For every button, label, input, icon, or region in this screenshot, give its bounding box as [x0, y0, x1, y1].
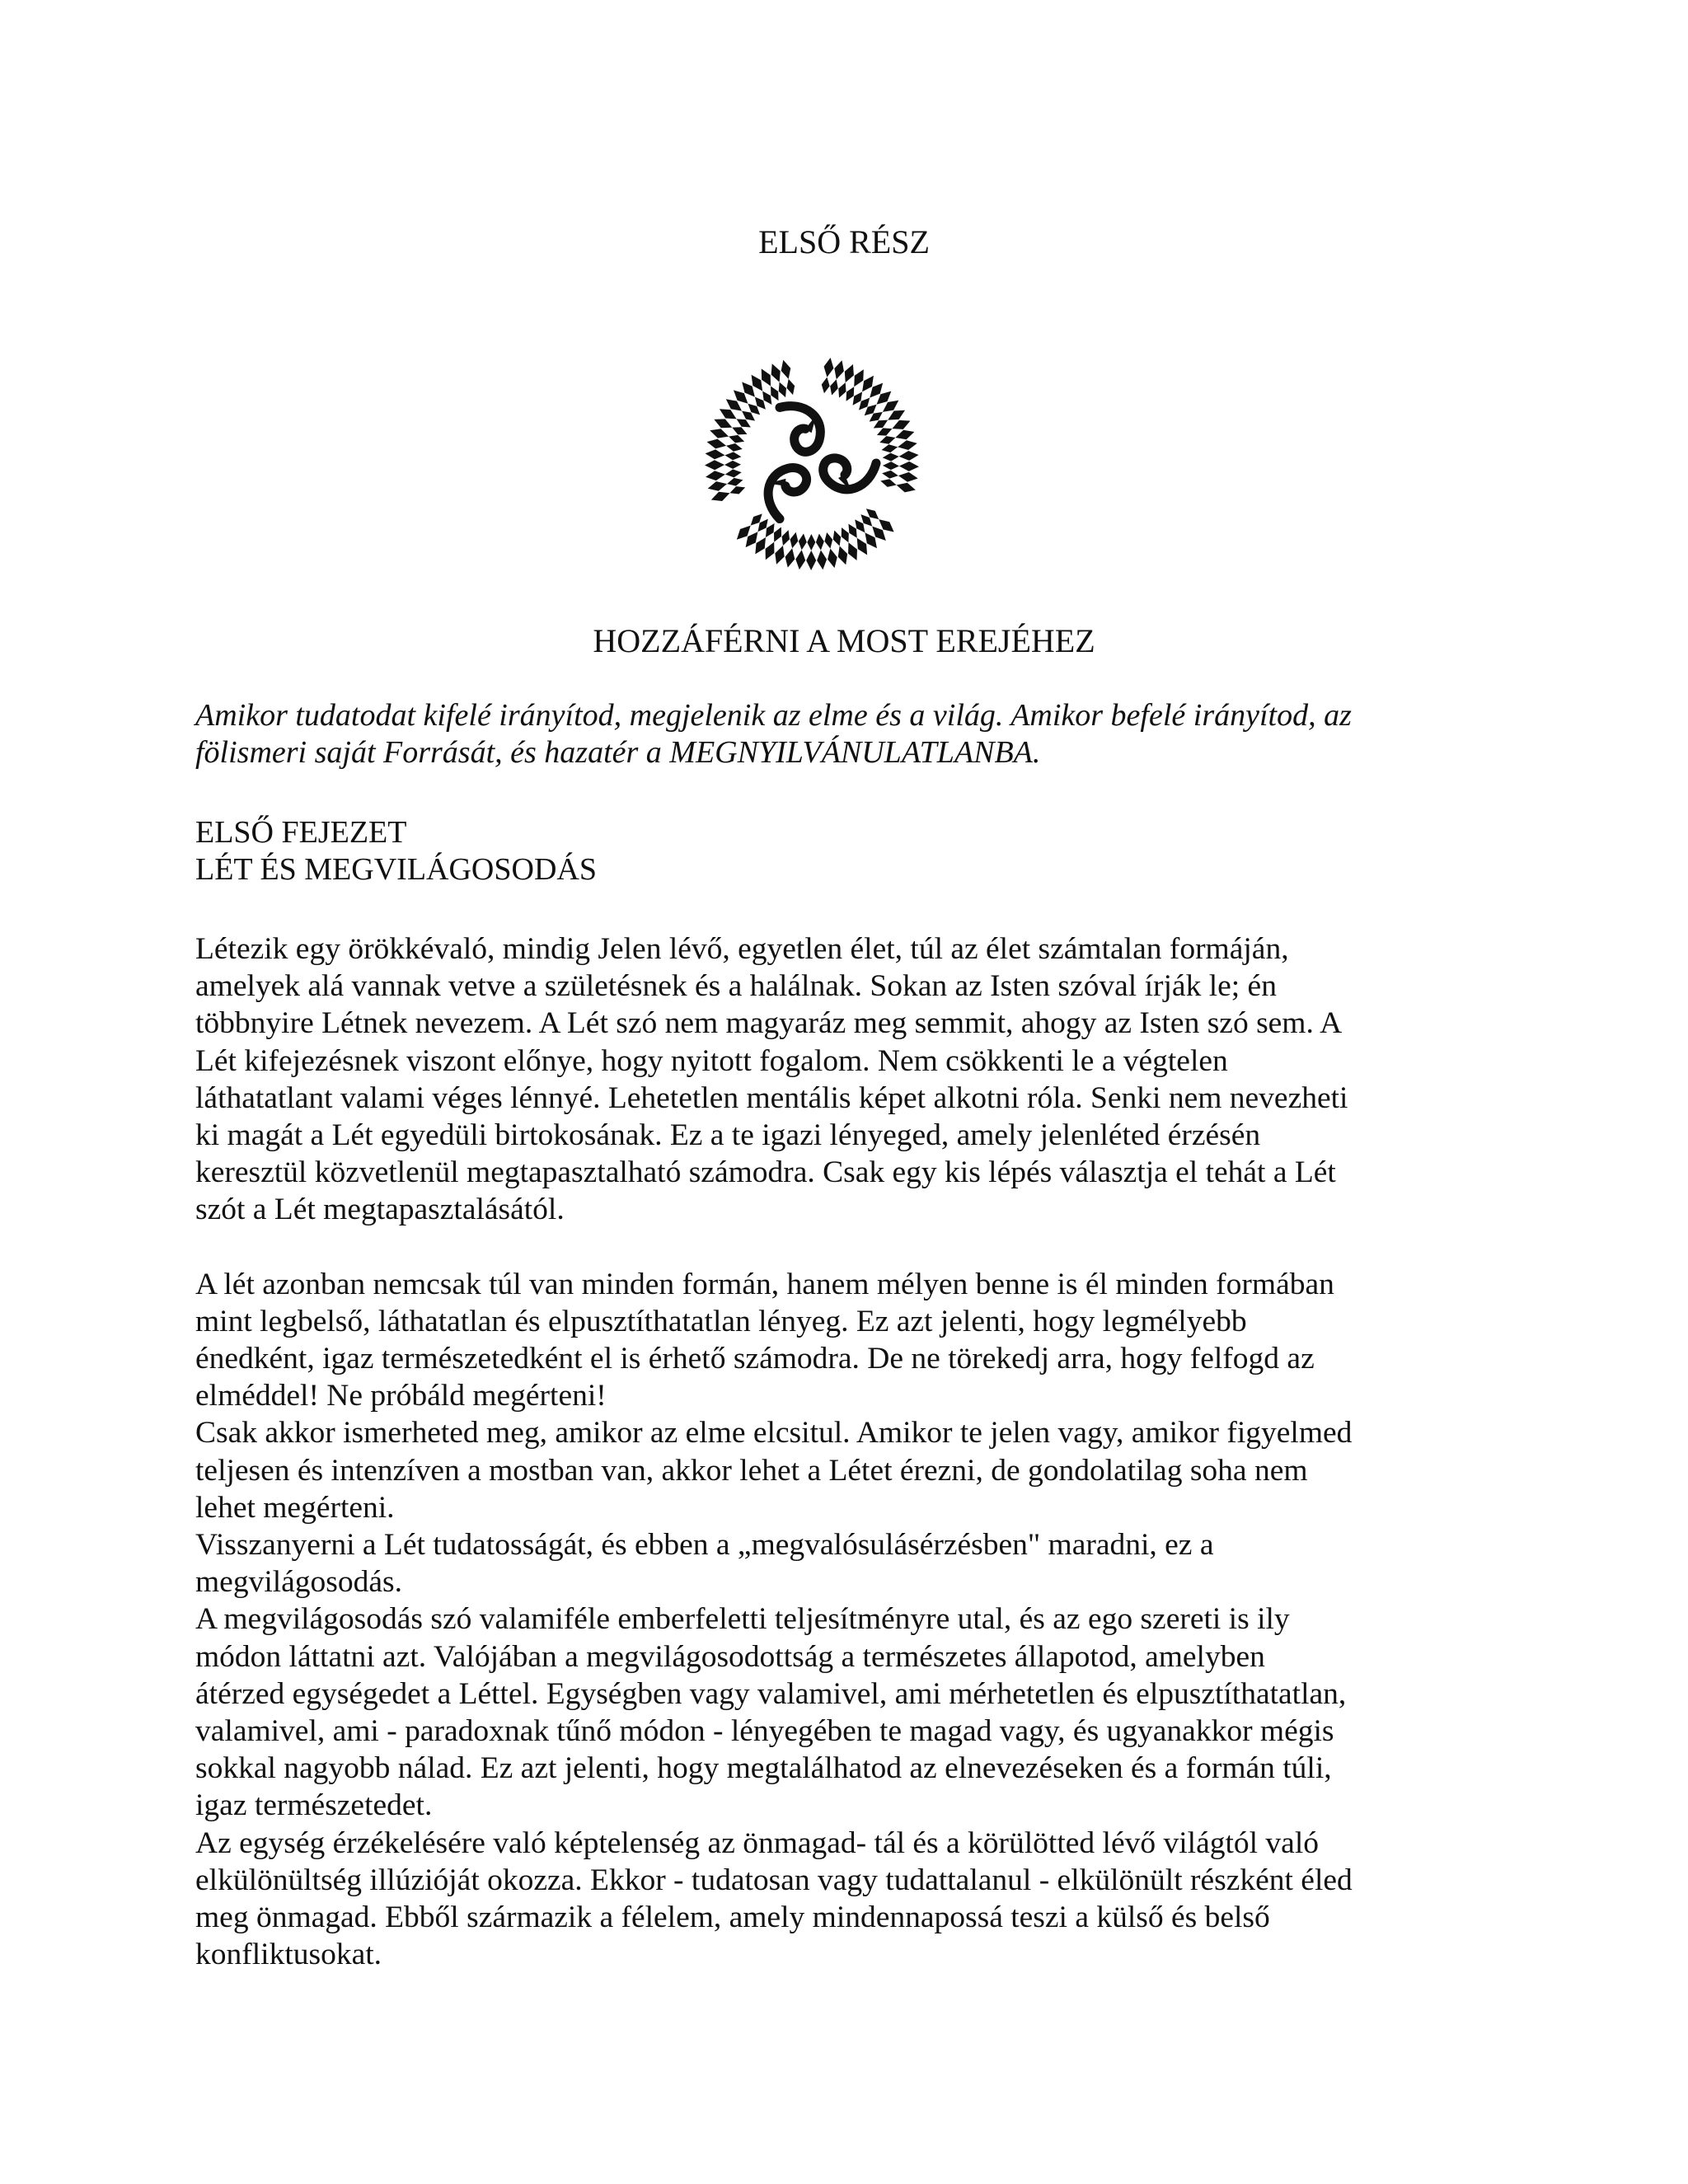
- paragraph-line: meg önmagad. Ebből származik a félelem, amely mindennapossá teszi a külső és belső: [195, 1900, 1270, 1935]
- chapter-title: LÉT ÉS MEGVILÁGOSODÁS: [195, 852, 597, 887]
- chapter-number: ELSŐ FEJEZET: [195, 815, 407, 850]
- paragraph-line: sokkal nagyobb nálad. Ez azt jelenti, hogy megtalálhatod az elnevezéseken és a formán túli,: [195, 1751, 1332, 1786]
- chapter-body: [195, 930, 1481, 1973]
- motto-epigraph: [195, 697, 1481, 771]
- paragraph-line: elméddel! Ne próbáld megérteni!: [195, 1379, 607, 1413]
- paragraph-line: Csak akkor ismerheted meg, amikor az elme elcsitul. Amikor te jelen vagy, amikor figyelmed: [195, 1416, 1353, 1451]
- paragraph-line: igaz természetedet.: [195, 1788, 433, 1823]
- paragraph-line: Lét kifejezésnek viszont előnye, hogy nyitott fogalom. Nem csökkenti le a végtelen: [195, 1043, 1228, 1078]
- paragraph-line: amelyek alá vannak vetve a születésnek és a halálnak. Sokan az Isten szóval írják le; én: [195, 969, 1277, 1004]
- paragraph-line: énedként, igaz természetedként el is érhető számodra. De ne törekedj arra, hogy felfogd az: [195, 1342, 1315, 1376]
- motto-line: fölismeri saját Forrását, és hazatér a MEGNYILVÁNULATLANBA.: [195, 735, 1041, 770]
- body-paragraph: [195, 1601, 1481, 1824]
- three-cranes-emblem-icon: [695, 353, 929, 574]
- body-paragraph: [195, 1266, 1481, 1415]
- paragraph-line: elkülönültség illúzióját okozza. Ekkor - tudatosan vagy tudattalanul - elkülönült részként éled: [195, 1863, 1353, 1897]
- paragraph-line: teljesen és intenzíven a mostban van, akkor lehet a Létet érezni, de gondolatilag soha nem: [195, 1453, 1308, 1488]
- body-paragraph: [195, 930, 1481, 1229]
- body-paragraph: [195, 1526, 1481, 1601]
- paragraph-line: láthatatlant valami véges lénnyé. Lehetetlen mentális képet alkotni róla. Senki nem nevezheti: [195, 1080, 1348, 1115]
- paragraph-line: keresztül közvetlenül megtapasztalható számodra. Csak egy kis lépés választja el tehát a Lét: [195, 1155, 1336, 1190]
- paragraph-line: megvilágosodás.: [195, 1565, 403, 1600]
- paragraph-line: mint legbelső, láthatatlan és elpusztíthatatlan lényeg. Ez azt jelenti, hogy legmélyebb: [195, 1304, 1247, 1338]
- paragraph-line: ki magát a Lét egyedüli birtokosának. Ez a te igazi lényeged, amely jelenléted érzésén: [195, 1118, 1261, 1153]
- body-paragraph: [195, 1414, 1481, 1526]
- paragraph-line: konfliktusokat.: [195, 1938, 382, 1972]
- paragraph-line: szót a Lét megtapasztalásától.: [195, 1193, 565, 1227]
- paragraph-line: módon láttatni azt. Valójában a megvilágosodottság a természetes állapotod, amelyben: [195, 1639, 1265, 1674]
- body-paragraph: [195, 1825, 1481, 1974]
- paragraph-line: lehet megérteni.: [195, 1490, 395, 1525]
- paragraph-line: Az egység érzékelésére való képtelenség az önmagad- tál és a körülötted lévő világtól való: [195, 1825, 1319, 1860]
- paragraph-line: Létezik egy örökkévaló, mindig Jelen lévő, egyetlen élet, túl az élet számtalan formáján,: [195, 932, 1289, 966]
- section-title: HOZZÁFÉRNI A MOST EREJÉHEZ: [593, 622, 1095, 659]
- paragraph-line: A megvilágosodás szó valamiféle emberfeletti teljesítményre utal, és az ego szereti is ily: [195, 1602, 1290, 1637]
- paragraph-line: A lét azonban nemcsak túl van minden formán, hanem mélyen benne is él minden formában: [195, 1267, 1334, 1301]
- paragraph-line: többnyire Létnek nevezem. A Lét szó nem magyaráz meg semmit, ahogy az Isten szó sem. A: [195, 1006, 1343, 1041]
- paragraph-line: Visszanyerni a Lét tudatosságát, és ebben a „megvalósulásérzésben" maradni, ez a: [195, 1528, 1214, 1563]
- paragraph-line: átérzed egységedet a Léttel. Egységben vagy valamivel, ami mérhetetlen és elpusztíthatatlan,: [195, 1676, 1347, 1711]
- part-title: ELSŐ RÉSZ: [758, 223, 930, 260]
- chapter-heading: [195, 814, 1481, 888]
- paragraph-line: valamivel, ami - paradoxnak tűnő módon - lényegében te magad vagy, és ugyanakkor mégis: [195, 1714, 1334, 1749]
- motto-line: Amikor tudatodat kifelé irányítod, megjelenik az elme és a világ. Amikor befelé irányítod, az: [195, 698, 1352, 733]
